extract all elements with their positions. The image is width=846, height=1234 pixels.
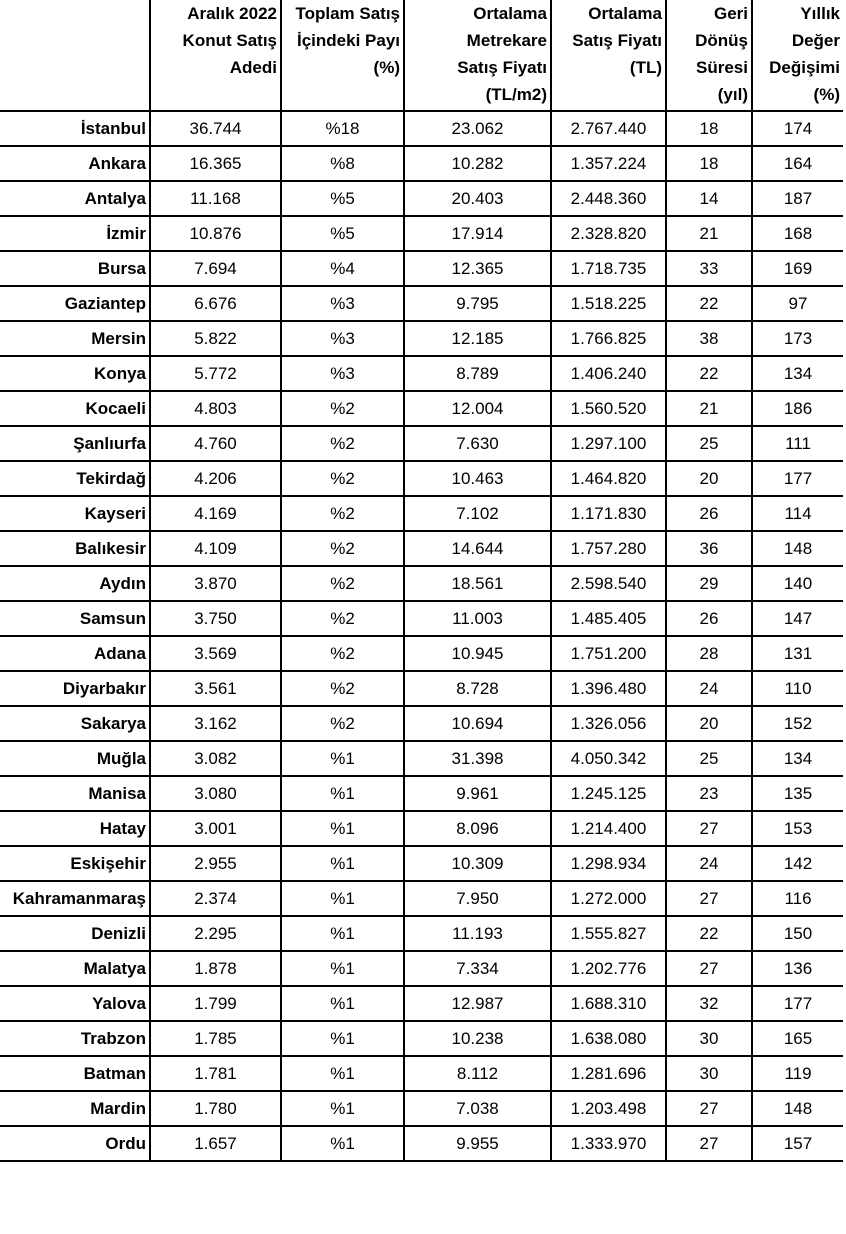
city-name-cell: İzmir bbox=[0, 216, 150, 251]
m2-price-cell: 9.955 bbox=[404, 1126, 551, 1161]
city-name-cell: Ankara bbox=[0, 146, 150, 181]
city-name-cell: Kocaeli bbox=[0, 391, 150, 426]
avg-price-cell: 1.245.125 bbox=[551, 776, 666, 811]
city-name-cell: Bursa bbox=[0, 251, 150, 286]
avg-price-cell: 1.298.934 bbox=[551, 846, 666, 881]
payback-years-cell: 30 bbox=[666, 1021, 752, 1056]
avg-price-cell: 1.203.498 bbox=[551, 1091, 666, 1126]
annual-change-cell: 140 bbox=[752, 566, 843, 601]
payback-years-cell: 36 bbox=[666, 531, 752, 566]
annual-change-cell: 97 bbox=[752, 286, 843, 321]
city-name-cell: Antalya bbox=[0, 181, 150, 216]
annual-change-cell: 174 bbox=[752, 111, 843, 146]
city-name-cell: Adana bbox=[0, 636, 150, 671]
sales-share-cell: %2 bbox=[281, 636, 404, 671]
avg-price-header: Ortalama Satış Fiyatı (TL) bbox=[551, 0, 666, 111]
sales-share-cell: %2 bbox=[281, 531, 404, 566]
m2-price-cell: 10.238 bbox=[404, 1021, 551, 1056]
table-row bbox=[0, 216, 843, 251]
sales-share-cell: %18 bbox=[281, 111, 404, 146]
table-row bbox=[0, 391, 843, 426]
avg-price-cell: 1.272.000 bbox=[551, 881, 666, 916]
table-row bbox=[0, 531, 843, 566]
avg-price-cell: 1.766.825 bbox=[551, 321, 666, 356]
payback-years-cell: 18 bbox=[666, 111, 752, 146]
avg-price-cell: 1.202.776 bbox=[551, 951, 666, 986]
annual-change-cell: 136 bbox=[752, 951, 843, 986]
table-row bbox=[0, 1021, 843, 1056]
payback-years-cell: 33 bbox=[666, 251, 752, 286]
city-name-cell: Kahramanmaraş bbox=[0, 881, 150, 916]
sales-count-cell: 3.750 bbox=[150, 601, 281, 636]
m2-price-cell: 8.112 bbox=[404, 1056, 551, 1091]
table-row bbox=[0, 1056, 843, 1091]
m2-price-cell: 7.038 bbox=[404, 1091, 551, 1126]
sales-share-cell: %3 bbox=[281, 321, 404, 356]
avg-price-cell: 1.297.100 bbox=[551, 426, 666, 461]
sales-share-cell: %4 bbox=[281, 251, 404, 286]
sales-share-cell: %8 bbox=[281, 146, 404, 181]
avg-price-cell: 1.357.224 bbox=[551, 146, 666, 181]
city-name-cell: Şanlıurfa bbox=[0, 426, 150, 461]
sales-share-cell: %1 bbox=[281, 1091, 404, 1126]
avg-price-cell: 2.328.820 bbox=[551, 216, 666, 251]
sales-share-cell: %2 bbox=[281, 601, 404, 636]
table-row bbox=[0, 601, 843, 636]
annual-change-header: Yıllık Değer Değişimi (%) bbox=[752, 0, 843, 111]
sales-share-cell: %2 bbox=[281, 426, 404, 461]
payback-years-cell: 22 bbox=[666, 916, 752, 951]
sales-share-cell: %5 bbox=[281, 181, 404, 216]
sales-count-cell: 3.561 bbox=[150, 671, 281, 706]
sales-count-cell: 2.295 bbox=[150, 916, 281, 951]
m2-price-cell: 20.403 bbox=[404, 181, 551, 216]
payback-years-cell: 14 bbox=[666, 181, 752, 216]
payback-years-cell: 27 bbox=[666, 951, 752, 986]
sales-share-cell: %2 bbox=[281, 461, 404, 496]
sales-share-cell: %3 bbox=[281, 286, 404, 321]
sales-share-cell: %1 bbox=[281, 1056, 404, 1091]
city-name-cell: Balıkesir bbox=[0, 531, 150, 566]
sales-count-cell: 3.870 bbox=[150, 566, 281, 601]
payback-years-cell: 24 bbox=[666, 846, 752, 881]
payback-years-cell: 18 bbox=[666, 146, 752, 181]
sales-share-cell: %1 bbox=[281, 1021, 404, 1056]
avg-price-cell: 1.214.400 bbox=[551, 811, 666, 846]
payback-years-cell: 22 bbox=[666, 286, 752, 321]
m2-price-cell: 31.398 bbox=[404, 741, 551, 776]
sales-count-cell: 4.109 bbox=[150, 531, 281, 566]
table-row bbox=[0, 671, 843, 706]
sales-share-cell: %1 bbox=[281, 846, 404, 881]
sales-share-cell: %1 bbox=[281, 811, 404, 846]
sales-count-cell: 5.772 bbox=[150, 356, 281, 391]
table-row bbox=[0, 181, 843, 216]
table-row bbox=[0, 321, 843, 356]
share-header: Toplam Satış İçindeki Payı (%) bbox=[281, 0, 404, 111]
m2-price-cell: 8.728 bbox=[404, 671, 551, 706]
sales-count-cell: 4.760 bbox=[150, 426, 281, 461]
annual-change-cell: 187 bbox=[752, 181, 843, 216]
payback-years-cell: 30 bbox=[666, 1056, 752, 1091]
table-row bbox=[0, 706, 843, 741]
city-name-cell: Hatay bbox=[0, 811, 150, 846]
table-row bbox=[0, 986, 843, 1021]
city-name-cell: Mersin bbox=[0, 321, 150, 356]
avg-price-cell: 1.751.200 bbox=[551, 636, 666, 671]
sales-count-cell: 3.569 bbox=[150, 636, 281, 671]
sales-count-cell: 10.876 bbox=[150, 216, 281, 251]
avg-price-cell: 1.757.280 bbox=[551, 531, 666, 566]
m2-price-cell: 8.096 bbox=[404, 811, 551, 846]
annual-change-cell: 134 bbox=[752, 741, 843, 776]
city-name-cell: Mardin bbox=[0, 1091, 150, 1126]
payback-years-cell: 24 bbox=[666, 671, 752, 706]
table-row bbox=[0, 461, 843, 496]
sales-share-cell: %1 bbox=[281, 986, 404, 1021]
sales-count-cell: 5.822 bbox=[150, 321, 281, 356]
annual-change-cell: 168 bbox=[752, 216, 843, 251]
avg-price-cell: 2.448.360 bbox=[551, 181, 666, 216]
annual-change-cell: 169 bbox=[752, 251, 843, 286]
annual-change-cell: 173 bbox=[752, 321, 843, 356]
table-row bbox=[0, 811, 843, 846]
city-name-cell: Ordu bbox=[0, 1126, 150, 1161]
sales-count-cell: 2.955 bbox=[150, 846, 281, 881]
table-row bbox=[0, 286, 843, 321]
corner-header bbox=[0, 0, 150, 111]
m2-price-cell: 7.950 bbox=[404, 881, 551, 916]
payback-years-cell: 21 bbox=[666, 391, 752, 426]
table-row bbox=[0, 881, 843, 916]
m2-price-header: Ortalama Metrekare Satış Fiyatı (TL/m2) bbox=[404, 0, 551, 111]
m2-price-cell: 9.795 bbox=[404, 286, 551, 321]
city-name-cell: Trabzon bbox=[0, 1021, 150, 1056]
table-row bbox=[0, 496, 843, 531]
payback-years-cell: 38 bbox=[666, 321, 752, 356]
m2-price-cell: 11.193 bbox=[404, 916, 551, 951]
sales-count-cell: 3.001 bbox=[150, 811, 281, 846]
table-row bbox=[0, 111, 843, 146]
payback-years-cell: 23 bbox=[666, 776, 752, 811]
sales-count-cell: 4.206 bbox=[150, 461, 281, 496]
avg-price-cell: 1.518.225 bbox=[551, 286, 666, 321]
annual-change-cell: 177 bbox=[752, 461, 843, 496]
m2-price-cell: 7.630 bbox=[404, 426, 551, 461]
sales-share-cell: %1 bbox=[281, 951, 404, 986]
annual-change-cell: 147 bbox=[752, 601, 843, 636]
avg-price-cell: 1.333.970 bbox=[551, 1126, 666, 1161]
payback-years-cell: 22 bbox=[666, 356, 752, 391]
sales-count-cell: 1.785 bbox=[150, 1021, 281, 1056]
city-name-cell: Gaziantep bbox=[0, 286, 150, 321]
sales-count-cell: 4.803 bbox=[150, 391, 281, 426]
annual-change-cell: 164 bbox=[752, 146, 843, 181]
annual-change-cell: 119 bbox=[752, 1056, 843, 1091]
table-header bbox=[0, 0, 843, 111]
avg-price-cell: 1.171.830 bbox=[551, 496, 666, 531]
m2-price-cell: 12.004 bbox=[404, 391, 551, 426]
city-name-cell: Denizli bbox=[0, 916, 150, 951]
sales-share-cell: %2 bbox=[281, 706, 404, 741]
sales-share-cell: %1 bbox=[281, 741, 404, 776]
city-name-cell: Kayseri bbox=[0, 496, 150, 531]
annual-change-cell: 131 bbox=[752, 636, 843, 671]
sales-count-cell: 1.878 bbox=[150, 951, 281, 986]
m2-price-cell: 18.561 bbox=[404, 566, 551, 601]
table-row bbox=[0, 846, 843, 881]
m2-price-cell: 7.102 bbox=[404, 496, 551, 531]
sales-count-cell: 1.780 bbox=[150, 1091, 281, 1126]
sales-share-cell: %2 bbox=[281, 391, 404, 426]
city-name-cell: Tekirdağ bbox=[0, 461, 150, 496]
payback-years-cell: 27 bbox=[666, 811, 752, 846]
payback-years-cell: 27 bbox=[666, 1126, 752, 1161]
city-name-cell: Muğla bbox=[0, 741, 150, 776]
payback-years-cell: 32 bbox=[666, 986, 752, 1021]
avg-price-cell: 1.396.480 bbox=[551, 671, 666, 706]
m2-price-cell: 12.365 bbox=[404, 251, 551, 286]
annual-change-cell: 148 bbox=[752, 531, 843, 566]
payback-years-cell: 26 bbox=[666, 601, 752, 636]
table-row bbox=[0, 566, 843, 601]
sales-count-cell: 1.657 bbox=[150, 1126, 281, 1161]
city-name-cell: Eskişehir bbox=[0, 846, 150, 881]
annual-change-cell: 152 bbox=[752, 706, 843, 741]
avg-price-cell: 1.406.240 bbox=[551, 356, 666, 391]
city-name-cell: Batman bbox=[0, 1056, 150, 1091]
avg-price-cell: 1.688.310 bbox=[551, 986, 666, 1021]
payback-header: Geri Dönüş Süresi (yıl) bbox=[666, 0, 752, 111]
avg-price-cell: 1.464.820 bbox=[551, 461, 666, 496]
city-name-cell: Sakarya bbox=[0, 706, 150, 741]
table-row bbox=[0, 951, 843, 986]
m2-price-cell: 14.644 bbox=[404, 531, 551, 566]
annual-change-cell: 142 bbox=[752, 846, 843, 881]
annual-change-cell: 157 bbox=[752, 1126, 843, 1161]
avg-price-cell: 1.485.405 bbox=[551, 601, 666, 636]
avg-price-cell: 1.718.735 bbox=[551, 251, 666, 286]
m2-price-cell: 10.945 bbox=[404, 636, 551, 671]
m2-price-cell: 12.987 bbox=[404, 986, 551, 1021]
avg-price-cell: 2.598.540 bbox=[551, 566, 666, 601]
avg-price-cell: 1.555.827 bbox=[551, 916, 666, 951]
city-name-cell: İstanbul bbox=[0, 111, 150, 146]
payback-years-cell: 28 bbox=[666, 636, 752, 671]
sales-count-cell: 2.374 bbox=[150, 881, 281, 916]
table-row bbox=[0, 776, 843, 811]
table-row bbox=[0, 741, 843, 776]
table-row bbox=[0, 251, 843, 286]
payback-years-cell: 27 bbox=[666, 1091, 752, 1126]
sales-share-cell: %3 bbox=[281, 356, 404, 391]
sales-count-cell: 1.799 bbox=[150, 986, 281, 1021]
sales-count-cell: 36.744 bbox=[150, 111, 281, 146]
payback-years-cell: 26 bbox=[666, 496, 752, 531]
sales-count-cell: 11.168 bbox=[150, 181, 281, 216]
m2-price-cell: 8.789 bbox=[404, 356, 551, 391]
annual-change-cell: 165 bbox=[752, 1021, 843, 1056]
table-row bbox=[0, 146, 843, 181]
annual-change-cell: 135 bbox=[752, 776, 843, 811]
annual-change-cell: 153 bbox=[752, 811, 843, 846]
avg-price-cell: 1.326.056 bbox=[551, 706, 666, 741]
sales-share-cell: %1 bbox=[281, 916, 404, 951]
payback-years-cell: 20 bbox=[666, 706, 752, 741]
payback-years-cell: 20 bbox=[666, 461, 752, 496]
city-name-cell: Diyarbakır bbox=[0, 671, 150, 706]
payback-years-cell: 29 bbox=[666, 566, 752, 601]
m2-price-cell: 17.914 bbox=[404, 216, 551, 251]
annual-change-cell: 177 bbox=[752, 986, 843, 1021]
m2-price-cell: 9.961 bbox=[404, 776, 551, 811]
m2-price-cell: 10.309 bbox=[404, 846, 551, 881]
sales-count-cell: 3.080 bbox=[150, 776, 281, 811]
m2-price-cell: 12.185 bbox=[404, 321, 551, 356]
sales-count-cell: 6.676 bbox=[150, 286, 281, 321]
table-body bbox=[0, 111, 843, 1161]
sales-share-cell: %5 bbox=[281, 216, 404, 251]
city-name-cell: Konya bbox=[0, 356, 150, 391]
table-row bbox=[0, 1126, 843, 1161]
payback-years-cell: 27 bbox=[666, 881, 752, 916]
avg-price-cell: 1.560.520 bbox=[551, 391, 666, 426]
city-name-cell: Malatya bbox=[0, 951, 150, 986]
sales-count-cell: 4.169 bbox=[150, 496, 281, 531]
sales-share-cell: %2 bbox=[281, 671, 404, 706]
sales-share-cell: %2 bbox=[281, 496, 404, 531]
annual-change-cell: 186 bbox=[752, 391, 843, 426]
annual-change-cell: 148 bbox=[752, 1091, 843, 1126]
avg-price-cell: 4.050.342 bbox=[551, 741, 666, 776]
payback-years-cell: 25 bbox=[666, 426, 752, 461]
sales-count-cell: 3.162 bbox=[150, 706, 281, 741]
m2-price-cell: 11.003 bbox=[404, 601, 551, 636]
table-row bbox=[0, 356, 843, 391]
annual-change-cell: 114 bbox=[752, 496, 843, 531]
avg-price-cell: 2.767.440 bbox=[551, 111, 666, 146]
sales-count-cell: 1.781 bbox=[150, 1056, 281, 1091]
m2-price-cell: 7.334 bbox=[404, 951, 551, 986]
sales-count-cell: 16.365 bbox=[150, 146, 281, 181]
annual-change-cell: 110 bbox=[752, 671, 843, 706]
m2-price-cell: 10.282 bbox=[404, 146, 551, 181]
annual-change-cell: 116 bbox=[752, 881, 843, 916]
header-row bbox=[0, 0, 843, 111]
city-name-cell: Yalova bbox=[0, 986, 150, 1021]
sales-share-cell: %1 bbox=[281, 1126, 404, 1161]
sales-share-cell: %1 bbox=[281, 776, 404, 811]
city-name-cell: Aydın bbox=[0, 566, 150, 601]
city-name-cell: Manisa bbox=[0, 776, 150, 811]
table-row bbox=[0, 1091, 843, 1126]
annual-change-cell: 111 bbox=[752, 426, 843, 461]
payback-years-cell: 21 bbox=[666, 216, 752, 251]
sales-share-cell: %2 bbox=[281, 566, 404, 601]
payback-years-cell: 25 bbox=[666, 741, 752, 776]
sales-share-cell: %1 bbox=[281, 881, 404, 916]
m2-price-cell: 23.062 bbox=[404, 111, 551, 146]
sales-count-header: Aralık 2022 Konut Satış Adedi bbox=[150, 0, 281, 111]
table-row bbox=[0, 636, 843, 671]
avg-price-cell: 1.638.080 bbox=[551, 1021, 666, 1056]
avg-price-cell: 1.281.696 bbox=[551, 1056, 666, 1091]
table-row bbox=[0, 426, 843, 461]
annual-change-cell: 134 bbox=[752, 356, 843, 391]
city-name-cell: Samsun bbox=[0, 601, 150, 636]
annual-change-cell: 150 bbox=[752, 916, 843, 951]
sales-count-cell: 3.082 bbox=[150, 741, 281, 776]
table-row bbox=[0, 916, 843, 951]
sales-count-cell: 7.694 bbox=[150, 251, 281, 286]
m2-price-cell: 10.463 bbox=[404, 461, 551, 496]
m2-price-cell: 10.694 bbox=[404, 706, 551, 741]
